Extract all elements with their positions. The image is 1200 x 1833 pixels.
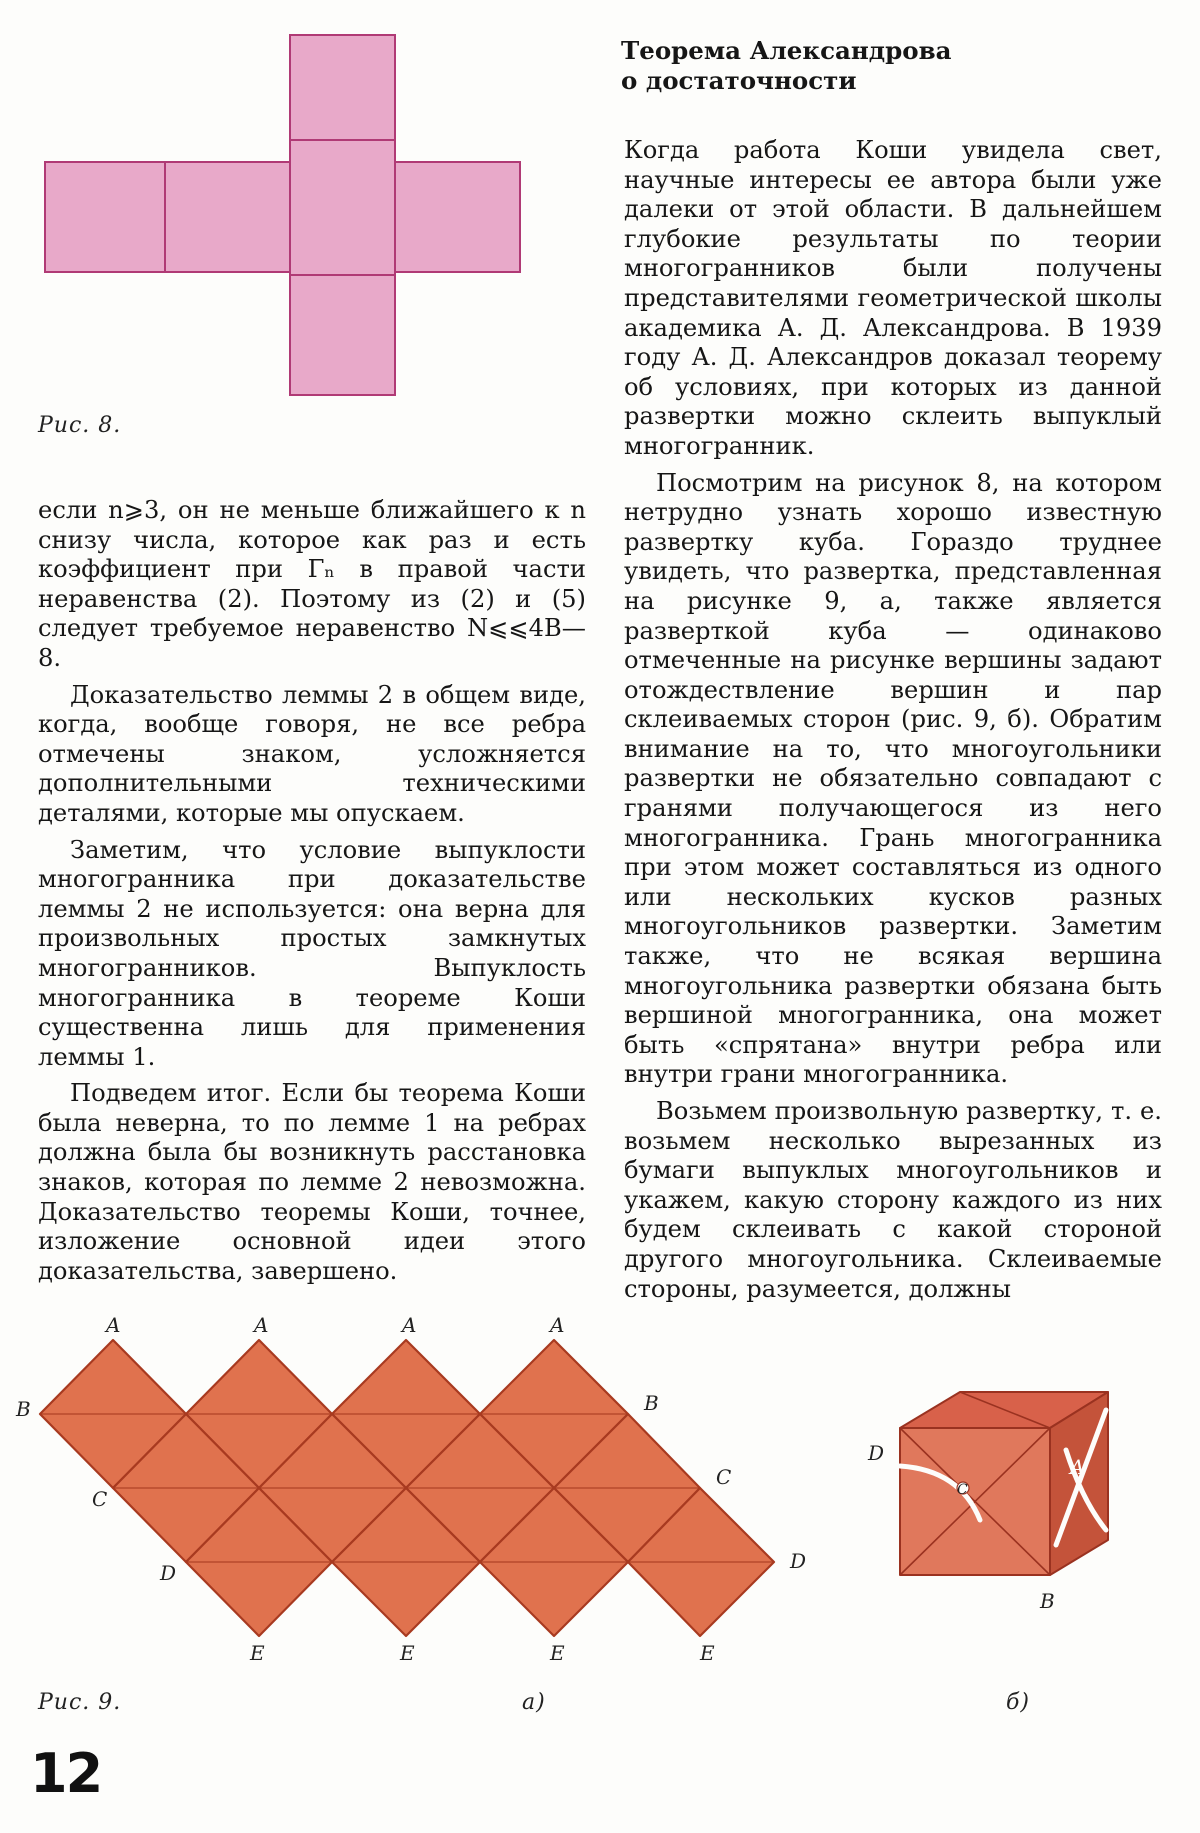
label-d-left: D [160,1561,177,1585]
label-a4: A [550,1313,565,1337]
label-b-left: B [16,1397,31,1421]
figure-9-caption: Рис. 9. [38,1690,122,1715]
label-b-right: B [644,1391,659,1415]
cube-label-c: C [957,1482,968,1498]
cube-label-d: D [868,1441,885,1465]
left-paragraph-1: если n⩾3, он не меньше ближайшего к n снизу числа, которое как раз и есть коэффициент при Γₙ в правой части неравенства (2). Поэтому из (2) и (5) следует требуемое неравенство N⩽⩽4В—8. [38,496,586,672]
net-face-right [395,162,520,272]
net-face-center [290,140,395,275]
net-face-left [45,162,165,272]
cube-label-a: A [1070,1455,1085,1479]
figure-8-cube-net [40,30,550,420]
label-e3: E [550,1641,565,1665]
label-a2: A [254,1313,269,1337]
left-column [38,496,586,1293]
right-column [624,136,1162,1311]
net-face-left-center [165,162,290,272]
figure-9b-sublabel: б) [1006,1690,1031,1715]
right-paragraph-1: Когда работа Коши увидела свет, научные интересы ее автора были уже далеки от этой области. В дальнейшем глубокие результаты по теории многогранников были получены представителями геометрической школы академика А. Д. Александрова. В 1939 году А. Д. Александров доказал теорему об условиях, при которых из данной развертки можно склеить выпуклый многогранник. [624,136,1162,460]
heading-line-1: Теорема Александрова [621,36,952,65]
label-e4: E [700,1641,715,1665]
label-e1: E [250,1641,265,1665]
cube-label-b: B [1040,1589,1055,1613]
net-face-top [290,35,395,140]
figure-8-caption: Рис. 8. [38,413,122,438]
page-number: 12 [30,1742,102,1805]
figure-9a-net [0,1310,830,1670]
label-c-right: C [716,1465,732,1489]
heading-line-2: о достаточности [621,66,857,95]
net-face-bottom [290,275,395,395]
figure-9a-sublabel: а) [522,1690,546,1715]
label-e2: E [400,1641,415,1665]
left-paragraph-2: Доказательство леммы 2 в общем виде, когда, вообще говоря, не все ребра отмечены знаком, усложняется дополнительными техническими деталями, которые мы опускаем. [38,680,586,827]
left-paragraph-4: Подведем итог. Если бы теорема Коши была неверна, то по лемме 1 на ребрах должна была бы возникнуть расстановка знаков, которая по лемме 2 невозможна. Доказательство теоремы Коши, точнее, изложение основной идеи этого доказательства, завершено. [38,1079,586,1285]
left-paragraph-3: Заметим, что условие выпуклости многогранника при доказательстве леммы 2 не используется: она верна для произвольных простых замкнутых многогранников. Выпуклость многогранника в теореме Коши существенна лишь для применения леммы 1. [38,835,586,1071]
label-c-left: C [92,1487,108,1511]
label-a1: A [106,1313,121,1337]
label-a3: A [402,1313,417,1337]
right-paragraph-2: Посмотрим на рисунок 8, на котором нетрудно узнать хорошо известную развертку куба. Гораздо труднее увидеть, что развертка, представленная на рисунке 9, а, также является разверткой куба — одинаково отмеченные на рисунке вершины задают отождествление вершин и пар склеиваемых сторон (рис. 9, б). Обратим внимание на то, что многоугольники развертки не обязательно совпадают с гранями получающегося из него многогранника. Грань многогранника при этом может составляться из одного или нескольких кусков разных многоугольников развертки. Заметим также, что не всякая вершина многоугольника развертки обязана быть вершиной многогранника, она может быть «спрятана» внутри ребра или внутри грани многогранника. [624,468,1162,1089]
label-d-right: D [790,1549,807,1573]
section-heading [621,36,1161,96]
right-paragraph-3: Возьмем произвольную развертку, т. е. возьмем несколько вырезанных из бумаги выпуклых многоугольников и укажем, какую сторону каждого из них будем склеивать с какой стороной другого многоугольника. Склеиваемые стороны, разумеется, должны [624,1097,1162,1303]
figure-9b-cube [860,1380,1160,1620]
